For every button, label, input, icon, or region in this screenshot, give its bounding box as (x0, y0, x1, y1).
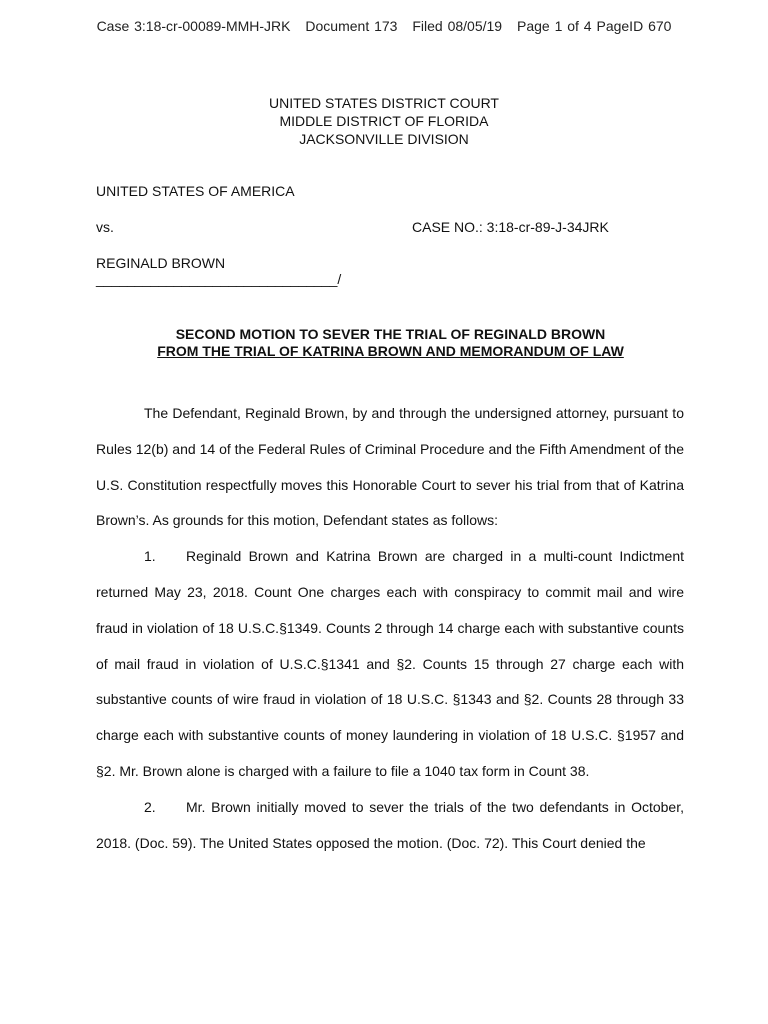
intro-paragraph: The Defendant, Reginald Brown, by and through the undersigned attorney, pursuant to Rules 12(b) and 14 of the Federal Rules of Criminal Procedure and the Fifth Amendment of the U.S. Constitution respectfully moves this Honorable Court to sever his trial from that of Katrina Brown’s. As grounds for this motion, Defendant states as follows: (96, 405, 684, 529)
motion-body (96, 396, 684, 861)
numbered-paragraph-1 (96, 539, 684, 790)
motion-title (0, 326, 768, 360)
case-number-caption: CASE NO.: 3:18-cr-89-J-34JRK (412, 219, 609, 235)
paragraph-text-1: Reginald Brown and Katrina Brown are charged in a multi-count Indictment returned May 23, 2018. Count One charges each with conspiracy to commit mail and wire fraud in violation of 18 U.S.C.§1349. Counts 2 through 14 charge each with substantive counts of mail fraud in violation of U.S.C.§1341 and §2. Counts 15 through 27 charge each with substantive counts of wire fraud in violation of 18 U.S.C. §1343 and §2. Counts 28 through 33 charge each with substantive counts of money laundering in violation of 18 U.S.C. §1957 and §2. Mr. Brown alone is charged with a failure to file a 1040 tax form in Count 38. (96, 548, 684, 779)
numbered-paragraph-2 (96, 790, 684, 862)
versus-label: vs. (96, 219, 114, 235)
case-number-stamp: Case 3:18-cr-00089-MMH-JRK (96, 18, 291, 34)
paragraph-number-1: 1. (144, 548, 156, 565)
paragraph-text-2: Mr. Brown initially moved to sever the trials of the two defendants in October, 2018. (Doc. 59). The United States opposed the motion. (Doc. 72). This Court denied the (96, 798, 684, 851)
filing-header (0, 18, 768, 34)
court-name: UNITED STATES DISTRICT COURT (269, 95, 499, 111)
court-district: MIDDLE DISTRICT OF FLORIDA (279, 113, 489, 129)
motion-title-line-1: SECOND MOTION TO SEVER THE TRIAL OF REGINALD BROWN (175, 326, 606, 342)
filed-date-stamp: Filed 08/05/19 (412, 18, 503, 34)
court-division: JACKSONVILLE DIVISION (299, 131, 469, 147)
plaintiff-name: UNITED STATES OF AMERICA (96, 183, 295, 199)
page-id-stamp: Page 1 of 4 PageID 670 (516, 18, 672, 34)
caption-rule: _______________________________/ (96, 271, 342, 287)
court-heading (0, 94, 768, 148)
paragraph-number-2: 2. (144, 798, 156, 815)
document-number-stamp: Document 173 (305, 18, 398, 34)
motion-title-line-2: FROM THE TRIAL OF KATRINA BROWN AND MEMORANDUM OF LAW (157, 343, 624, 359)
defendant-name: REGINALD BROWN (96, 255, 226, 271)
